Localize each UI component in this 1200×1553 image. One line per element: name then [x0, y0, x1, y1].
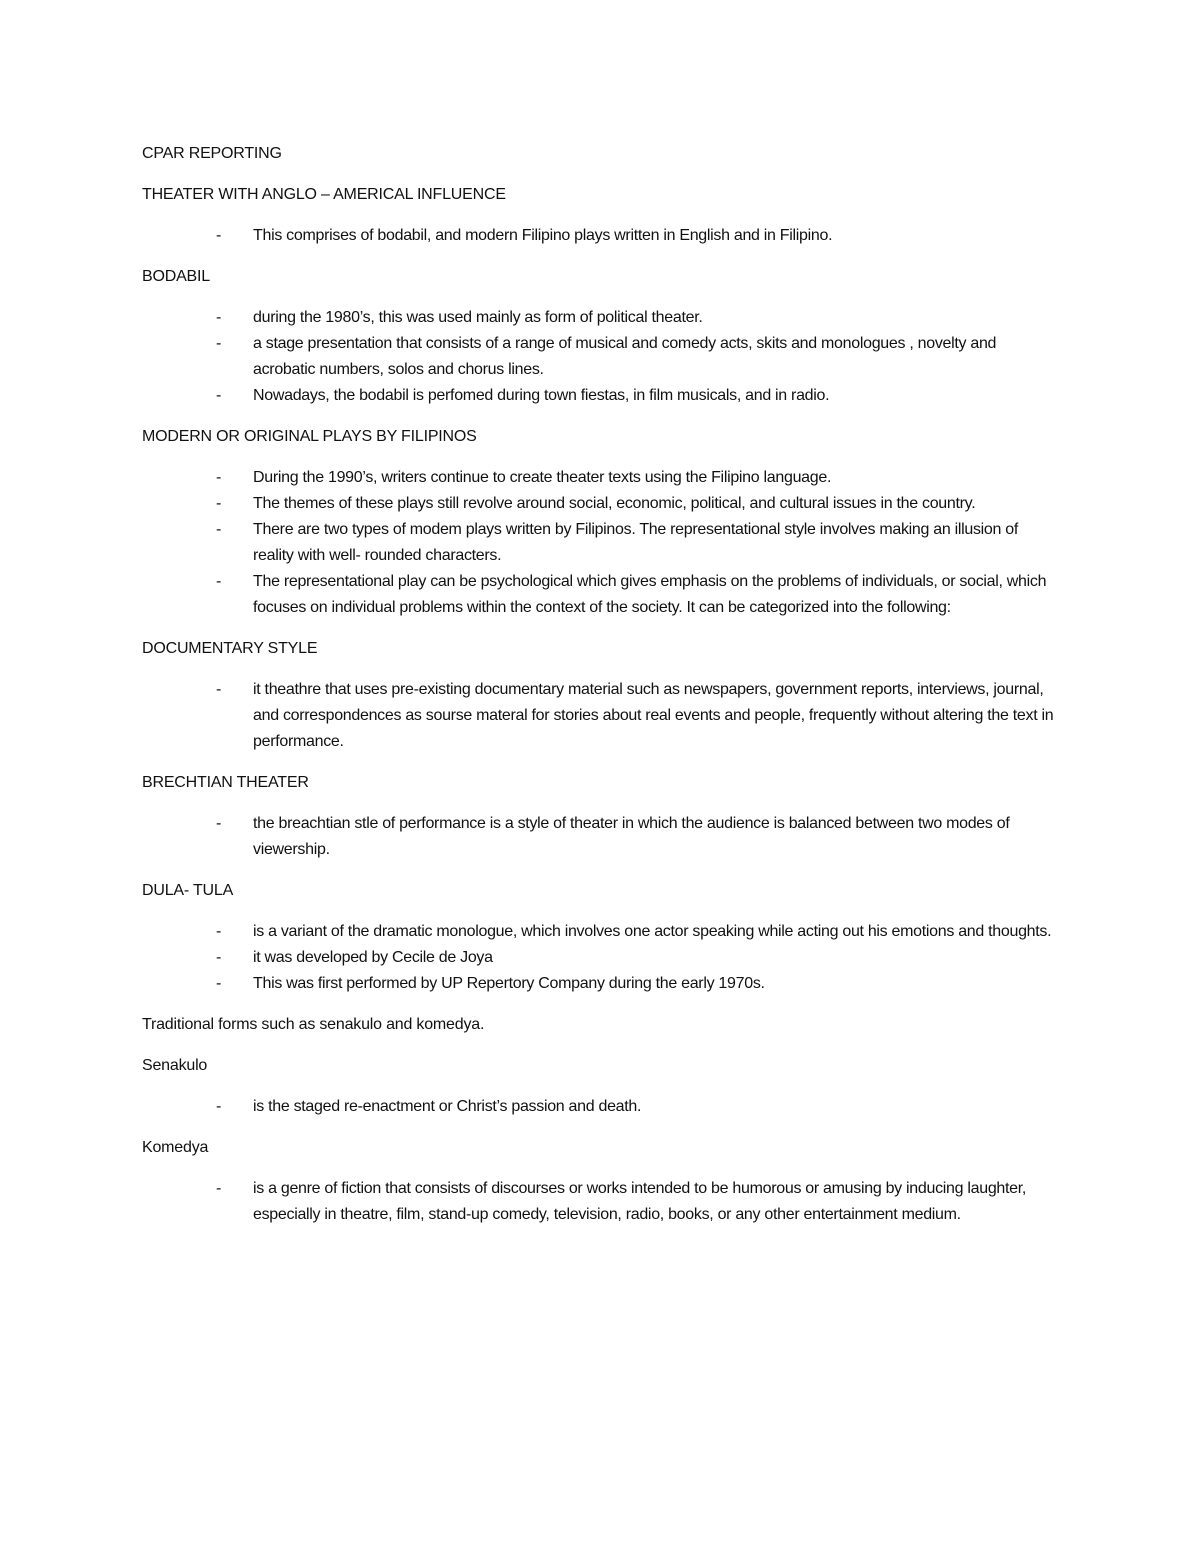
bullet-list [142, 1094, 1062, 1120]
section-heading: DULA- TULA [142, 882, 234, 899]
bullet-list [142, 1176, 1062, 1228]
list-item: - The themes of these plays still revolve around social, economic, political, and cultural issues in the country. [142, 491, 1062, 517]
document-body [142, 141, 1062, 1243]
section-heading: BRECHTIAN THEATER [142, 774, 309, 791]
section-heading: CPAR REPORTING [142, 145, 282, 162]
list-item: - This was first performed by UP Repertory Company during the early 1970s. [142, 971, 1062, 997]
bullet-list [142, 677, 1062, 755]
section-heading: Traditional forms such as senakulo and komedya. [142, 1016, 485, 1033]
list-item: - There are two types of modem plays written by Filipinos. The representational style involves making an illusion of reality with well- rounded characters. [142, 517, 1062, 569]
list-item: - during the 1980’s, this was used mainly as form of political theater. [142, 305, 1062, 331]
list-item: - is a genre of fiction that consists of discourses or works intended to be humorous or amusing by inducing laughter, especially in theatre, film, stand-up comedy, television, radio, books, or any other entertainment medium. [142, 1176, 1062, 1228]
bullet-list [142, 919, 1062, 997]
list-item: - it was developed by Cecile de Joya [142, 945, 1062, 971]
list-item: - is a variant of the dramatic monologue, which involves one actor speaking while acting out his emotions and thoughts. [142, 919, 1062, 945]
bullet-list [142, 223, 1062, 249]
bullet-list [142, 465, 1062, 621]
section-heading: DOCUMENTARY STYLE [142, 640, 318, 657]
section-heading: Komedya [142, 1139, 209, 1156]
list-item: - The representational play can be psychological which gives emphasis on the problems of individuals, or social, which focuses on individual problems within the context of the society. It can be categorized into the following: [142, 569, 1062, 621]
list-item: - it theathre that uses pre-existing documentary material such as newspapers, government reports, interviews, journal, and correspondences as sourse materal for stories about real events and people, frequently without altering the text in performance. [142, 677, 1062, 755]
section-heading: MODERN OR ORIGINAL PLAYS BY FILIPINOS [142, 428, 477, 445]
list-item: - is the staged re-enactment or Christ’s passion and death. [142, 1094, 1062, 1120]
list-item: - During the 1990’s, writers continue to create theater texts using the Filipino language. [142, 465, 1062, 491]
bullet-list [142, 305, 1062, 409]
list-item: - Nowadays, the bodabil is perfomed during town fiestas, in film musicals, and in radio. [142, 383, 1062, 409]
section-heading: Senakulo [142, 1057, 208, 1074]
bullet-list [142, 811, 1062, 863]
list-item: - a stage presentation that consists of a range of musical and comedy acts, skits and monologues , novelty and acrobatic numbers, solos and chorus lines. [142, 331, 1062, 383]
list-item: - This comprises of bodabil, and modern Filipino plays written in English and in Filipino. [142, 223, 1062, 249]
section-heading: BODABIL [142, 268, 210, 285]
section-heading: THEATER WITH ANGLO – AMERICAL INFLUENCE [142, 186, 506, 203]
list-item: - the breachtian stle of performance is a style of theater in which the audience is balanced between two modes of viewership. [142, 811, 1062, 863]
